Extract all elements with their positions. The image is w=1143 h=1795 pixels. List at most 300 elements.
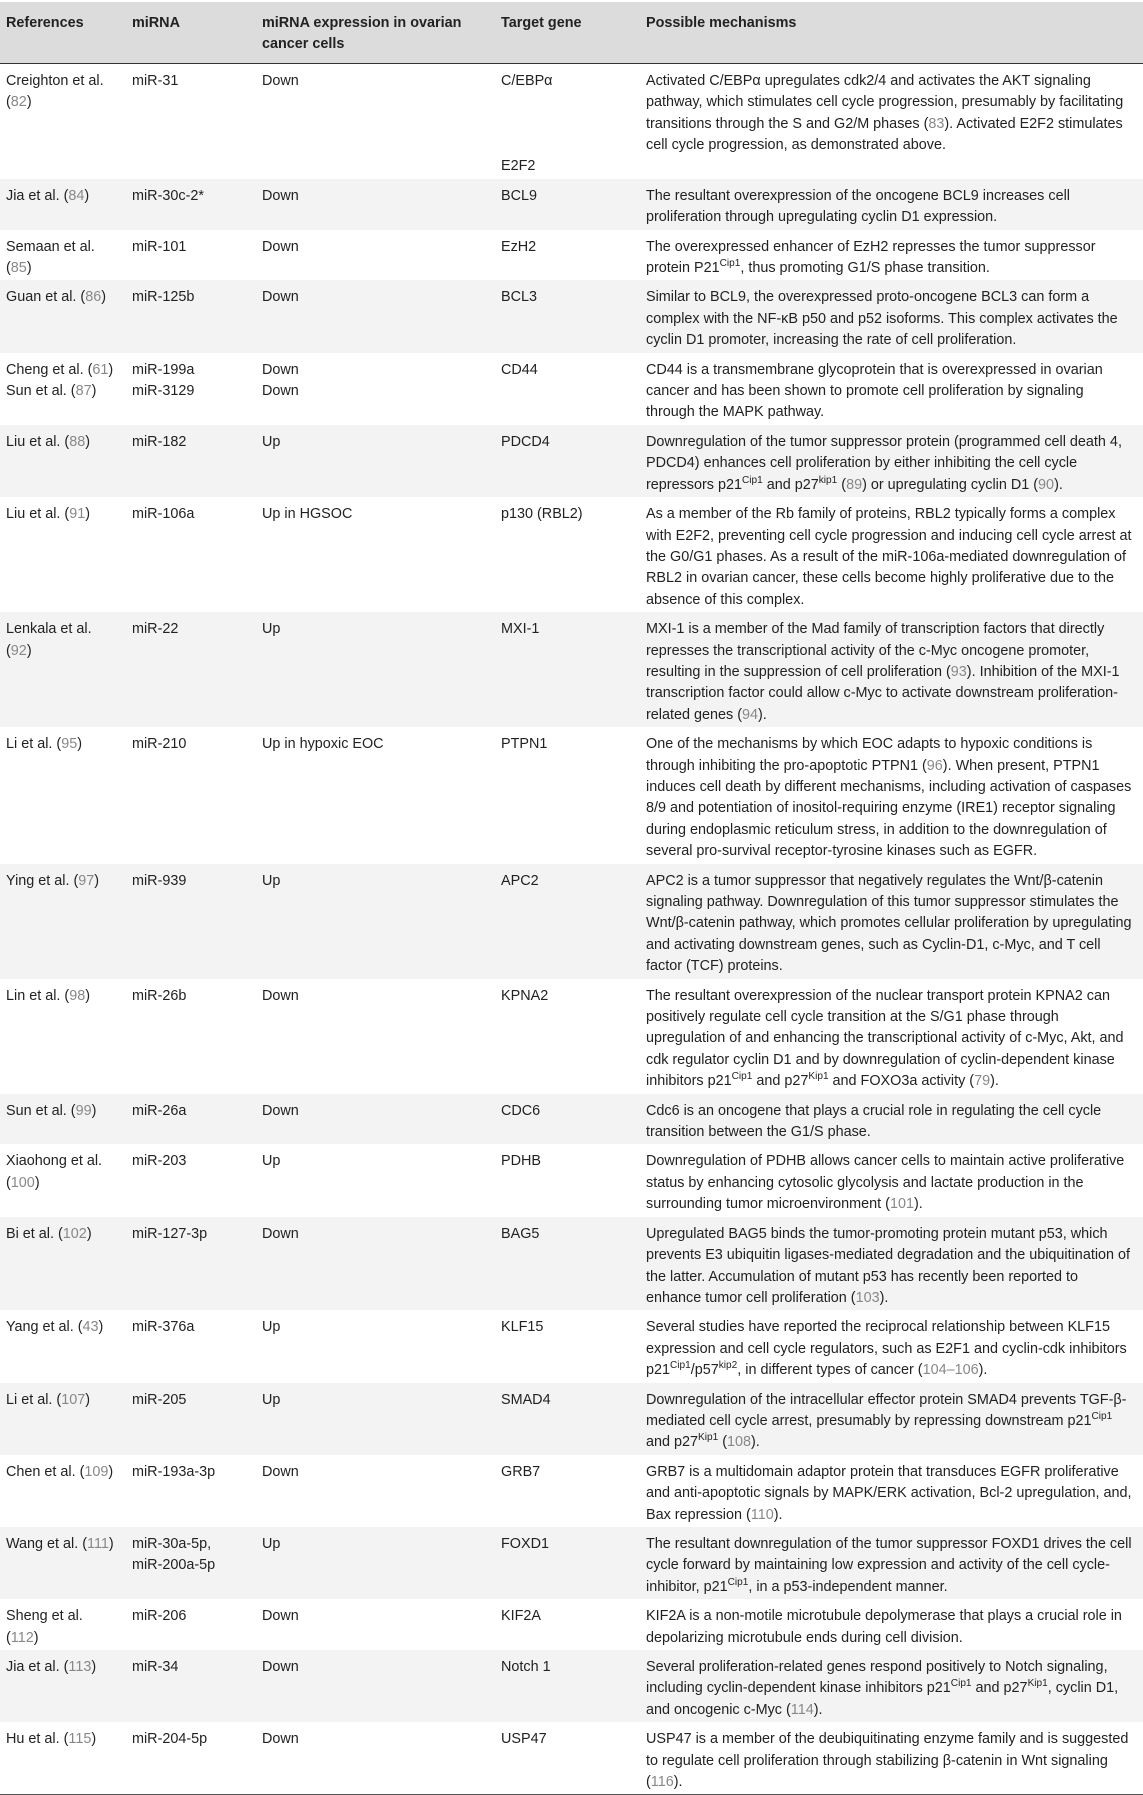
cell-mirna [126,1094,256,1145]
cell-mirna [126,230,256,281]
cell-target-gene-line [501,734,632,755]
text-segment: ). [813,1701,823,1718]
text-segment: Down [262,987,299,1004]
text-segment: miR-376a [132,1319,195,1336]
text-segment: miR-26b [132,987,187,1004]
citation-number: 94 [742,706,759,723]
cell-target-gene [495,1383,640,1455]
table-row [0,230,1143,281]
text-segment: ). [758,706,767,723]
cell-references-line [6,432,118,453]
cell-references [0,1722,126,1795]
text-segment: miR-3129 [132,383,195,400]
cell-mechanism-line [646,1606,1135,1649]
cell-mirna [126,979,256,1094]
citation-number: 83 [928,115,945,132]
cell-expression-line [262,1606,487,1627]
cell-mirna-line [132,1101,248,1122]
cell-mechanism [640,1383,1143,1455]
text-segment: ) [86,1225,92,1242]
text-segment: Similar to BCL9, the overexpressed proto-oncogene BCL3 can form a complex with the NF-κB p50 and p52 isoforms. This complex activates the cyclin D1 promoter, increasing the rate of cell proliferation. [646,289,1118,349]
cell-mirna [126,353,256,425]
superscript: Cip1 [950,1678,972,1690]
text-segment: ) [94,872,100,889]
superscript: Kip1 [808,1071,829,1083]
cell-target-gene-line [501,1729,632,1750]
text-segment: Yang et al. ( [6,1319,83,1336]
citation-number: 92 [10,642,27,659]
citation-number: 87 [75,383,92,400]
text-segment: miR-22 [132,621,179,638]
cell-references-line [6,71,118,114]
text-segment: Chen et al. ( [6,1463,85,1480]
cell-mechanism [640,1144,1143,1216]
text-segment: ). [1054,476,1063,493]
cell-mirna-line [132,871,248,892]
superscript: Cip1 [670,1360,691,1372]
text-segment: ) [108,361,114,378]
cell-references [0,425,126,497]
table-row [0,63,1143,179]
citation-number: 98 [69,987,86,1004]
text-segment: miR-210 [132,736,187,753]
text-segment: Down [262,1102,299,1119]
cell-mechanism [640,280,1143,352]
text-segment: KLF15 [501,1319,544,1336]
cell-references [0,353,126,425]
citation-number: 99 [75,1102,92,1119]
cell-mirna-line [132,237,248,258]
citation-number: 116 [650,1774,674,1791]
cell-expression [256,63,495,179]
citation-number: 101 [889,1196,914,1213]
text-segment: ). [773,1506,783,1523]
cell-expression-line [262,432,487,453]
cell-references [0,1310,126,1382]
cell-mirna [126,425,256,497]
cell-expression [256,1722,495,1795]
cell-mechanism-line [646,287,1135,351]
cell-target-gene-line [501,619,632,640]
cell-references [0,1455,126,1527]
cell-target-gene [495,1650,640,1722]
text-segment: Upregulated BAG5 binds the tumor-promoting protein mutant p53, which prevents E3 ubiquitin ligases-mediated degradation and the ubiquitination of the latter. Accumulation of mutant p53 has recently been reported to enhance tumor cell proliferation ( [646,1225,1131,1306]
cell-references-line [6,1462,118,1483]
text-segment: Liu et al. ( [6,506,70,523]
cell-mirna-line [132,1390,248,1411]
cell-target-gene-line [501,504,632,525]
text-segment: ). Inhibition of the MXI-1 transcription factor could allow c-Myc to activate downstream proliferation-related genes ( [646,663,1120,723]
cell-expression-line [262,619,487,640]
text-segment: Ying et al. ( [6,872,79,889]
text-segment: ) [26,642,32,659]
text-segment: Sheng et al. ( [6,1608,83,1646]
cell-references [0,280,126,352]
citation-number: 110 [750,1506,774,1523]
cell-expression-line [262,504,487,525]
cell-mirna-line [132,1606,248,1627]
cell-references [0,979,126,1094]
cell-expression [256,179,495,230]
cell-target-gene-line [501,1101,632,1122]
text-segment: miR-101 [132,238,187,255]
text-segment: Hu et al. ( [6,1731,69,1748]
cell-references [0,864,126,979]
cell-target-gene [495,280,640,352]
mirna-table [0,2,1143,1795]
cell-target-gene [495,612,640,727]
cell-expression [256,1527,495,1599]
cell-mirna-line [132,619,248,640]
cell-target-gene-line [501,237,632,258]
cell-references-line [6,1657,118,1678]
text-segment: miR-30a-5p, [132,1535,212,1552]
text-segment: miR-125b [132,289,195,306]
cell-mirna [126,1455,256,1527]
citation-number: 91 [69,506,86,523]
cell-target-gene [495,179,640,230]
cell-target-gene-line [501,432,632,453]
cell-mirna [126,1722,256,1795]
text-segment: ) [91,1102,97,1119]
text-segment: Sun et al. ( [6,1102,76,1119]
cell-expression [256,230,495,281]
cell-expression [256,727,495,863]
cell-mirna-line [132,1151,248,1172]
cell-mechanism [640,425,1143,497]
text-segment: miR-204-5p [132,1731,208,1748]
cell-mechanism [640,353,1143,425]
citation-number: 114 [790,1701,814,1718]
cell-target-gene-line [501,360,632,381]
cell-references-line [6,1151,118,1194]
text-segment: KIF2A [501,1608,541,1625]
table-row [0,979,1143,1094]
column-header-references: References [6,15,84,31]
cell-references [0,1217,126,1311]
text-segment: MXI-1 is a member of the Mad family of transcription factors that directly represses the transcriptional activity of the c-Myc oncogene promoter, resulting in the suppression of cell proliferation ( [646,621,1105,680]
cell-mechanism-line [646,237,1135,280]
text-segment: ) [34,1174,40,1191]
text-segment: miR-106a [132,506,195,523]
cell-references-line [6,186,118,207]
citation-number: 61 [92,361,109,378]
cell-target-gene [495,1217,640,1311]
cell-references-line [6,734,118,755]
text-segment: Li et al. ( [6,1391,62,1408]
cell-references [0,1650,126,1722]
column-header-expression: miRNA expression in ovarian cancer cells [262,15,462,53]
text-segment: Up [262,1391,281,1408]
cell-expression [256,353,495,425]
cell-references [0,1383,126,1455]
cell-target-gene-line [501,1224,632,1245]
cell-expression [256,1310,495,1382]
cell-mirna [126,864,256,979]
citation-number: 112 [10,1629,34,1646]
cell-target-gene-line [501,287,632,308]
superscript: Kip1 [698,1432,719,1444]
text-segment: Up [262,872,281,889]
text-segment: and p27 [971,1680,1028,1697]
text-segment: BAG5 [501,1225,540,1242]
superscript: Cip1 [731,1071,753,1083]
text-segment: Cdc6 is an oncogene that plays a crucial role in regulating the cell cycle transition between the G1/S phase. [646,1102,1102,1141]
table-row [0,497,1143,612]
cell-expression [256,280,495,352]
text-segment: Downregulation of the intracellular effector protein SMAD4 prevents TGF-β-mediated cell cycle arrest, presumably by repressing downstream p21 [646,1391,1127,1429]
table-row [0,1722,1143,1795]
cell-mechanism-line [646,1224,1135,1310]
text-segment: Down [262,361,299,378]
citation-number: 88 [69,433,86,450]
text-segment: ). [751,1434,760,1451]
citation-number: 95 [61,736,78,753]
text-segment: Down [262,187,299,204]
cell-mechanism-line [646,1101,1135,1144]
cell-expression-line [262,734,487,755]
cell-mirna-line [132,287,248,308]
cell-mechanism-line [646,734,1135,862]
cell-expression [256,612,495,727]
text-segment: ) [101,289,107,306]
text-segment: Up [262,433,281,450]
text-segment: , in a p53-independent manner. [748,1578,948,1595]
cell-expression-line [262,186,487,207]
text-segment: ). [990,1073,999,1090]
cell-target-gene [495,1455,640,1527]
cell-mechanism [640,864,1143,979]
cell-target-gene-line [501,186,632,207]
cell-mechanism [640,179,1143,230]
citation-number: 79 [974,1073,991,1090]
citation-number: 97 [78,872,95,889]
cell-target-gene [495,1310,640,1382]
cell-target-gene [495,425,640,497]
superscript: kip2 [718,1360,738,1372]
text-segment: ) or upregulating cyclin D1 ( [862,476,1039,493]
citation-number: 43 [82,1319,99,1336]
text-segment: E2F2 [501,158,536,175]
cell-references-line [6,237,118,280]
text-segment: Wang et al. ( [6,1535,88,1552]
cell-mirna-line [132,1224,248,1245]
text-segment: Semaan et al. ( [6,238,95,277]
text-segment: Liu et al. ( [6,433,70,450]
text-segment: and p27 [752,1073,809,1090]
cell-expression-line [262,1151,487,1172]
cell-target-gene-line [501,1462,632,1483]
text-segment: The resultant overexpression of the nuclear transport protein KPNA2 can positively regulate cell cycle transition at the S/G1 phase through upregulation of and enhancing the transcriptional activity of c-Myc, Akt, and cdk regulator cyclin D1 and by downregulation of cyclin-dependent kinase inhibitors p21 [646,987,1124,1090]
cell-mechanism-line [646,432,1135,496]
text-segment: EzH2 [501,238,537,255]
text-segment: and FOXO3a activity ( [828,1073,975,1090]
table-row [0,1527,1143,1599]
cell-target-gene-line [501,986,632,1007]
table-row [0,1310,1143,1382]
cell-expression-line [262,1657,487,1678]
cell-expression-line [262,871,487,892]
cell-references-line [6,1534,118,1555]
cell-references [0,63,126,179]
table-row [0,1650,1143,1722]
text-segment: The overexpressed enhancer of EzH2 represses the tumor suppressor protein P21 [646,238,1096,277]
cell-target-gene [495,1527,640,1599]
cell-mechanism-line [646,186,1135,229]
text-segment: FOXD1 [501,1535,549,1552]
cell-references-line [6,871,118,892]
table-row [0,1383,1143,1455]
text-segment: KPNA2 [501,987,549,1004]
text-segment: miR-182 [132,433,187,450]
cell-references-line [6,287,118,308]
text-segment: As a member of the Rb family of proteins, RBL2 typically forms a complex with E2F2, preventing cell cycle progression and inducing cell cycle arrest at the G0/G1 phases. As a result of the miR-106a-mediated downregulation of RBL2 in ovarian cancer, these cells become highly proliferative due to the absence of this complex. [646,506,1132,608]
cell-target-gene-line [501,871,632,892]
cell-mechanism [640,1217,1143,1311]
text-segment: One of the mechanisms by which EOC adapts to hypoxic conditions is through inhibiting the pro-apoptotic PTPN1 ( [646,736,1093,774]
cell-expression-line [262,381,487,402]
text-segment: ) [85,1391,91,1408]
text-segment: Lin et al. ( [6,987,70,1004]
text-segment: p130 (RBL2) [501,506,583,523]
text-segment: /p57 [690,1362,719,1379]
citation-number: 102 [62,1225,87,1242]
text-segment: ) [91,1731,97,1748]
text-segment: Li et al. ( [6,736,62,753]
text-segment: CD44 [501,361,538,378]
text-segment: ). When present, PTPN1 induces cell death by different mechanisms, including activation of caspases 8/9 and potentiation of inositol-requiring enzyme (IRE1) receptor signaling during endoplasmic reticulum stress, in addition to the downregulation of several pro-survival receptor-tyrosine kinases such as EGFR. [646,757,1132,860]
cell-mirna [126,179,256,230]
table-row [0,727,1143,863]
cell-mechanism [640,1527,1143,1599]
cell-references [0,612,126,727]
text-segment: Down [262,1731,299,1748]
text-segment: Down [262,1659,299,1675]
cell-mechanism-line [646,1729,1135,1793]
text-segment: miR-939 [132,872,187,889]
text-segment: Down [262,238,299,255]
cell-expression [256,864,495,979]
cell-mirna [126,1217,256,1311]
text-segment: ). Activated E2F2 stimulates cell cycle progression, as demonstrated above. [646,115,1123,154]
text-segment: miR-205 [132,1391,187,1408]
text-segment: miR-199a [132,361,195,378]
table-row [0,425,1143,497]
cell-target-gene [495,1599,640,1650]
text-segment: miR-206 [132,1608,187,1625]
cell-target-gene-line [501,1317,632,1338]
cell-references [0,1144,126,1216]
table-row [0,1217,1143,1311]
superscript: kip1 [818,474,838,486]
superscript: Cip1 [742,474,763,486]
citation-number: 107 [61,1391,86,1408]
cell-mirna-line [132,504,248,525]
cell-mechanism-line [646,504,1135,611]
citation-number: 108 [727,1434,752,1451]
citation-number: 84 [68,187,85,204]
table-row [0,179,1143,230]
text-segment: Downregulation of the tumor suppressor protein (programmed cell death 4, PDCD4) enhances cell proliferation by either inhibiting the cell cycle repressors p21 [646,433,1122,493]
cell-mirna [126,280,256,352]
cell-references [0,1527,126,1599]
cell-mirna [126,612,256,727]
cell-references [0,727,126,863]
table-row [0,1144,1143,1216]
cell-target-gene-line [501,71,632,92]
cell-mirna-line [132,360,248,381]
cell-expression-line [262,1224,487,1245]
text-segment: Up in hypoxic EOC [262,736,384,753]
text-segment: Down [262,1608,299,1625]
cell-mirna-line [132,71,248,92]
text-segment: miR-26a [132,1102,187,1119]
cell-target-gene-line [501,1151,632,1172]
cell-mechanism-line [646,1462,1135,1526]
cell-expression [256,1144,495,1216]
citation-number: 86 [85,289,102,306]
cell-expression-line [262,287,487,308]
cell-mirna [126,1599,256,1650]
cell-mechanism [640,1722,1143,1795]
text-segment: Lenkala et al. ( [6,621,92,659]
text-segment: USP47 [501,1731,547,1748]
cell-mechanism [640,63,1143,179]
column-header-target-gene: Target gene [501,15,582,31]
text-segment: GRB7 [501,1463,541,1480]
cell-expression [256,497,495,612]
cell-target-gene [495,63,640,179]
citation-number: 96 [926,757,943,774]
text-segment: Down [262,289,299,306]
text-segment: miR-193a-3p [132,1463,216,1480]
citation-number: 109 [84,1463,109,1480]
cell-references-line [6,381,118,402]
cell-target-gene [495,1094,640,1145]
cell-target-gene [495,353,640,425]
text-segment: PTPN1 [501,736,548,753]
text-segment: miR-127-3p [132,1225,208,1242]
table-row [0,864,1143,979]
header-row [0,2,1143,63]
cell-mechanism [640,1310,1143,1382]
table-header [0,2,1143,63]
text-segment: Cheng et al. ( [6,361,93,378]
cell-mirna [126,1650,256,1722]
text-segment: miR-31 [132,72,179,89]
text-segment: Down [262,1225,299,1242]
text-segment: Notch 1 [501,1659,551,1675]
cell-mirna-line [132,1317,248,1338]
text-segment: Guan et al. ( [6,289,86,306]
cell-mirna-line [132,1534,248,1555]
cell-references-line [6,1317,118,1338]
cell-expression-line [262,360,487,381]
text-segment: miR-203 [132,1153,187,1170]
cell-mechanism-line [646,71,1135,157]
text-segment: miR-200a-5p [132,1557,216,1574]
cell-mechanism-line [646,1534,1135,1598]
text-segment: ) [26,94,32,111]
citation-number: 100 [10,1174,35,1191]
text-segment: ) [77,736,83,753]
superscript: Cip1 [719,258,741,270]
cell-expression [256,1599,495,1650]
cell-expression-line [262,237,487,258]
cell-target-gene-line [501,1606,632,1627]
text-segment: and p27 [762,476,819,493]
cell-mechanism [640,727,1143,863]
